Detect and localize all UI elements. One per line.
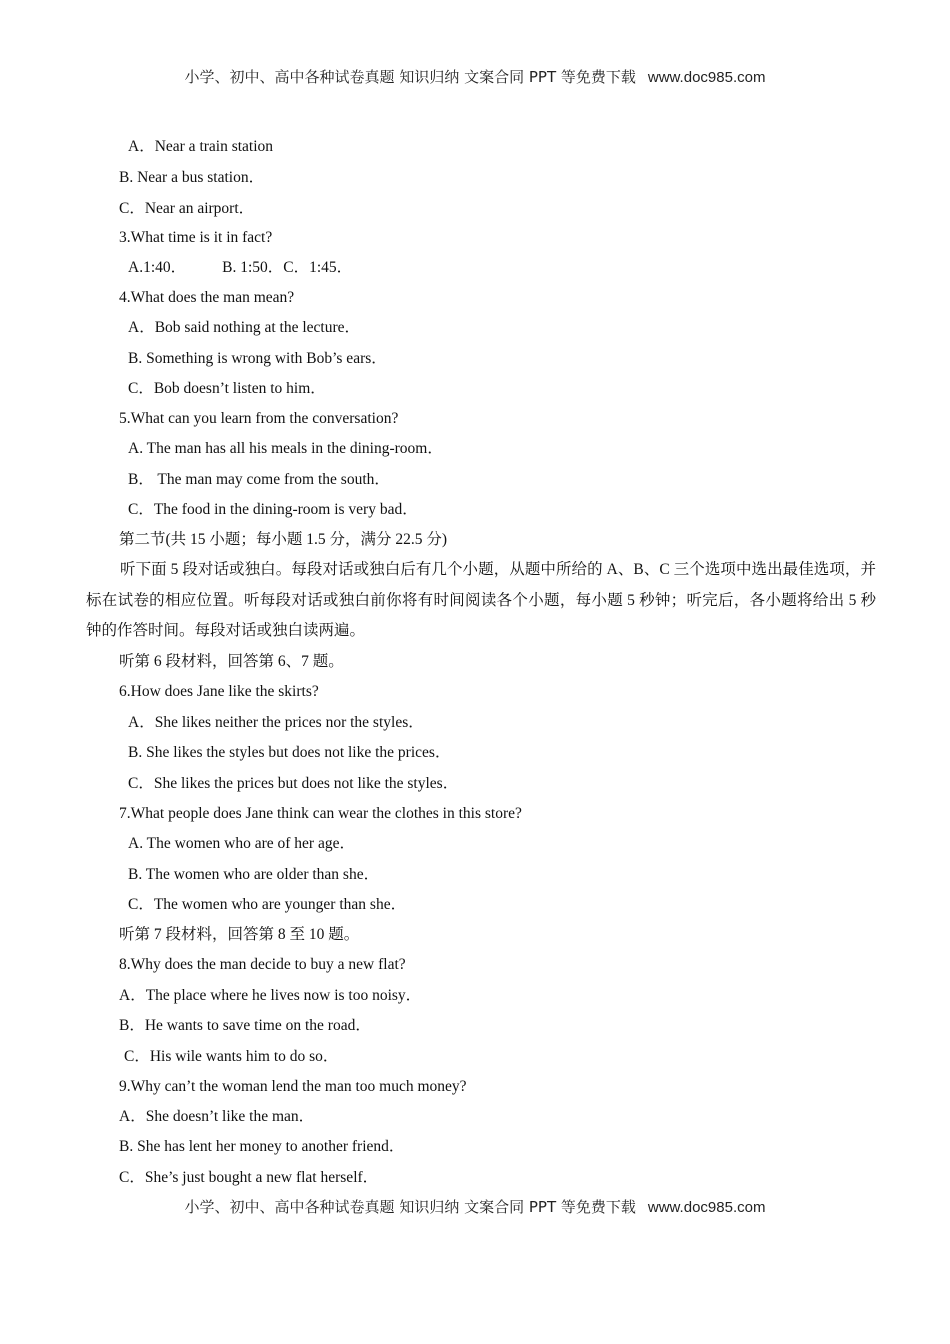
- section2-instructions: 听下面 5 段对话或独白。每段对话或独白后有几个小题，从题中所给的 A、B、C 三个选项中选出最佳选项，并标在试卷的相应位置。听每段对话或独白前你将有时间阅读各个小题，每小题 5 秒钟；听完后，各小题将给出 5 秒钟的作答时间。每段对话或独白读两遍。: [86, 561, 876, 639]
- q6-stem: 6.How does Jane like the skirts?: [119, 683, 319, 700]
- q2-option-a: A．Near a train station: [128, 138, 274, 155]
- q9-option-a: A．She doesn’t like the man．: [119, 1108, 315, 1125]
- q5-option-a: A. The man has all his meals in the dining-room．: [128, 440, 443, 457]
- material6-heading: 听第 6 段材料，回答第 6、7 题。: [119, 653, 344, 670]
- q5-option-c: C．The food in the dining-room is very bad．: [128, 501, 418, 518]
- q3-option-a: A.1:40．: [128, 259, 187, 276]
- material7-heading: 听第 7 段材料，回答第 8 至 10 题。: [119, 926, 360, 943]
- q8-option-c: C．His wile wants him to do so．: [124, 1048, 339, 1065]
- q7-option-a: A. The women who are of her age．: [128, 835, 355, 852]
- q7-option-c: C．The women who are younger than she．: [128, 896, 407, 913]
- q5-stem: 5.What can you learn from the conversation?: [119, 410, 399, 427]
- q5-option-b: B． The man may come from the south．: [128, 471, 390, 488]
- q3-option-bc: B. 1:50．C．1:45．: [222, 259, 353, 276]
- header-banner-url[interactable]: www.doc985.com: [647, 69, 766, 86]
- header-banner: [0, 66, 950, 87]
- q8-stem: 8.Why does the man decide to buy a new flat?: [119, 956, 406, 973]
- q2-option-c: C．Near an airport．: [119, 200, 255, 217]
- q9-option-b: B. She has lent her money to another friend．: [119, 1138, 405, 1155]
- q6-option-a: A．She likes neither the prices nor the styles．: [128, 714, 424, 731]
- q8-option-a: A．The place where he lives now is too noisy．: [119, 987, 422, 1004]
- q6-option-c: C．She likes the prices but does not like the styles．: [128, 775, 459, 792]
- section2-title: 第二节(共 15 小题；每小题 1.5 分，满分 22.5 分): [119, 531, 448, 548]
- footer-banner: [0, 1196, 950, 1217]
- q3-stem: 3.What time is it in fact?: [119, 229, 273, 246]
- q7-stem: 7.What people does Jane think can wear the clothes in this store?: [119, 805, 522, 822]
- footer-banner-text: 小学、初中、高中各种试卷真题 知识归纳 文案合同 PPT 等免费下载: [184, 1198, 636, 1216]
- q2-option-b: B. Near a bus station．: [119, 169, 265, 186]
- q4-option-a: A．Bob said nothing at the lecture．: [128, 319, 361, 336]
- q6-option-b: B. She likes the styles but does not like the prices．: [128, 744, 451, 761]
- q4-stem: 4.What does the man mean?: [119, 289, 295, 306]
- q9-option-c: C．She’s just bought a new flat herself．: [119, 1169, 379, 1186]
- q3-options: [128, 258, 352, 278]
- header-banner-text: 小学、初中、高中各种试卷真题 知识归纳 文案合同 PPT 等免费下载: [184, 68, 636, 86]
- q9-stem: 9.Why can’t the woman lend the man too much money?: [119, 1078, 467, 1095]
- q7-option-b: B. The women who are older than she．: [128, 866, 380, 883]
- q4-option-c: C．Bob doesn’t listen to him．: [128, 380, 326, 397]
- q8-option-b: B．He wants to save time on the road．: [119, 1017, 371, 1034]
- footer-banner-url[interactable]: www.doc985.com: [647, 1199, 766, 1216]
- q4-option-b: B. Something is wrong with Bob’s ears．: [128, 350, 387, 367]
